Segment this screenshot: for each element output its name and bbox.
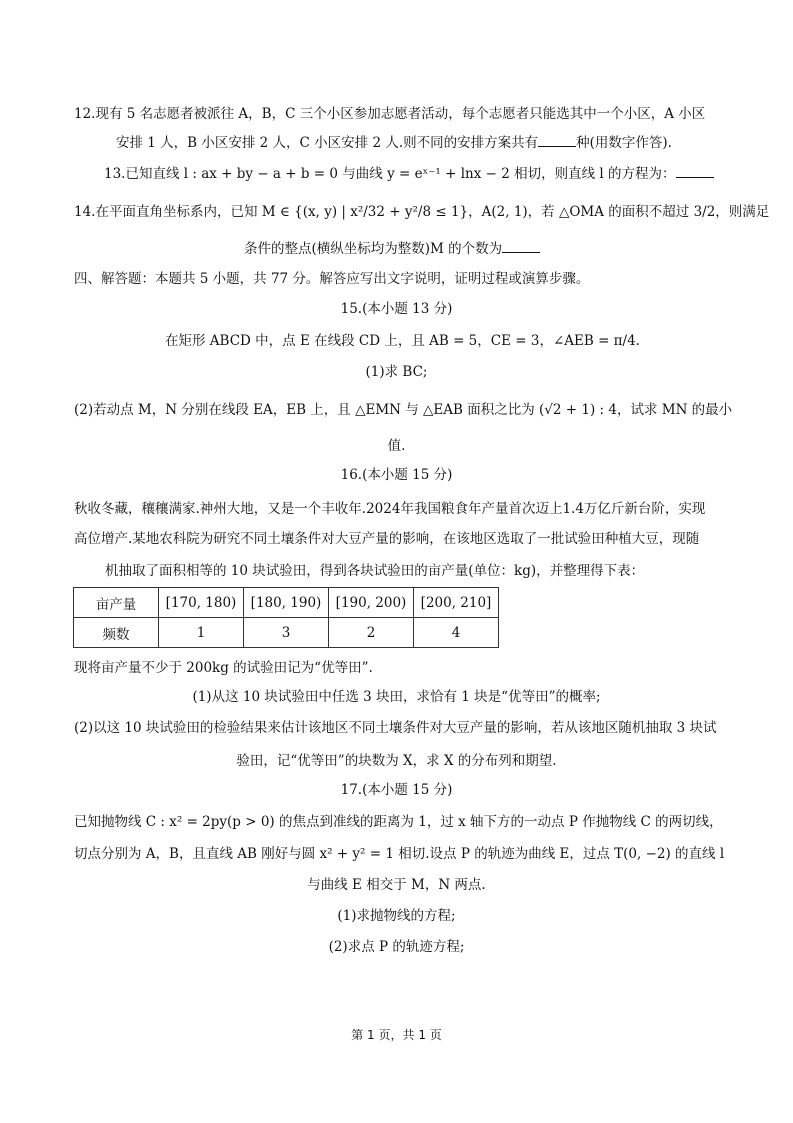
q12-line2-text: 安排 1 人，B 小区安排 2 人，C 小区安排 2 人.则不同的安排方案共有 — [116, 135, 539, 151]
answer-blank — [676, 164, 714, 178]
q16-stem-line3: 机抽取了面积相等的 10 块试验田，得到各块试验田的亩产量(单位：kg)，并整理得下表： — [105, 563, 645, 579]
q17-part1: (1)求抛物线的方程; — [337, 908, 456, 924]
table-cell: [190, 200) — [329, 588, 414, 618]
section-heading: 四、解答题：本题共 5 小题，共 77 分。解答应写出文字说明，证明过程或演算步骤。 — [74, 271, 590, 287]
q16-part1: (1)从这 10 块试验田中任选 3 块田，求恰有 1 块是“优等田”的概率; — [192, 689, 601, 705]
table-header-cell: 亩产量 — [74, 588, 159, 618]
q16-part2-cont: 验田，记“优等田”的块数为 X，求 X 的分布列和期望. — [236, 753, 557, 769]
q16-note: 现将亩产量不少于 200kg 的试验田记为“优等田”. — [74, 660, 373, 676]
table-cell: 3 — [244, 618, 329, 648]
q13-line — [104, 164, 714, 184]
table-cell: [200, 210] — [414, 588, 499, 618]
q14-line2-text: 条件的整点(横纵坐标均为整数)M 的个数为 — [244, 241, 503, 257]
q15-part2: (2)若动点 M，N 分别在线段 EA，EB 上，且 △EMN 与 △EAB 面积之比为 (√2 + 1) : 4，试求 MN 的最小 — [74, 402, 733, 418]
table-cell: [180, 190) — [244, 588, 329, 618]
answer-blank — [538, 133, 576, 147]
yield-frequency-table — [73, 587, 499, 648]
table-row — [74, 588, 499, 618]
q14-line2 — [244, 239, 540, 259]
q16-part2: (2)以这 10 块试验田的检验结果来估计该地区不同土壤条件对大豆产量的影响，若从该地区随机抽取 3 块试 — [74, 720, 717, 736]
q12-line2-tail: 种(用数字作答). — [576, 135, 672, 151]
q17-stem-line1: 已知抛物线 C : x² = 2py(p > 0) 的焦点到准线的距离为 1，过 x 轴下方的一动点 P 作抛物线 C 的两切线， — [74, 814, 723, 830]
table-header-cell: 频数 — [74, 618, 159, 648]
q16-stem-line2: 高位增产.某地农科院为研究不同土壤条件对大豆产量的影响，在该地区选取了一批试验田种植大豆，现随 — [74, 531, 700, 547]
q16-stem-line1: 秋收冬藏，穰穰满家.神州大地，又是一个丰收年.2024年我国粮食年产量首次迈上1.4万亿斤新台阶，实现 — [74, 501, 706, 517]
table-cell: 2 — [329, 618, 414, 648]
q15-heading: 15.(本小题 13 分) — [340, 301, 453, 317]
q17-heading: 17.(本小题 15 分) — [340, 782, 453, 798]
q17-part2: (2)求点 P 的轨迹方程; — [328, 939, 465, 955]
q17-stem-line3: 与曲线 E 相交于 M，N 两点. — [307, 877, 486, 893]
q16-heading: 16.(本小题 15 分) — [340, 467, 453, 483]
q15-part1: (1)求 BC; — [365, 364, 428, 380]
q17-stem-line2: 切点分别为 A，B，且直线 AB 刚好与圆 x² + y² = 1 相切.设点 P 的轨迹为曲线 E，过点 T(0, −2) 的直线 l — [74, 846, 725, 862]
table-cell: 1 — [159, 618, 244, 648]
q15-stem: 在矩形 ABCD 中，点 E 在线段 CD 上，且 AB = 5，CE = 3，∠AEB = π/4. — [165, 333, 640, 349]
q15-part2-cont: 值. — [387, 438, 406, 454]
table-row — [74, 618, 499, 648]
answer-blank — [502, 239, 540, 253]
q13-text: 13.已知直线 l : ax + by − a + b = 0 与曲线 y = eˣ⁻¹ + lnx − 2 相切，则直线 l 的方程为： — [104, 166, 676, 182]
page-footer: 第 1 页，共 1 页 — [351, 1028, 442, 1042]
q14-line1: 14.在平面直角坐标系内，已知 M ∈ {(x, y) | x²/32 + y²/8 ≤ 1}，A(2, 1)，若 △OMA 的面积不超过 3/2，则满足 — [74, 204, 770, 220]
q12-line1: 12.现有 5 名志愿者被派往 A，B，C 三个小区参加志愿者活动，每个志愿者只能选其中一个小区，A 小区 — [74, 106, 706, 122]
table-cell: 4 — [414, 618, 499, 648]
table-cell: [170, 180) — [159, 588, 244, 618]
q12-line2 — [116, 133, 672, 153]
